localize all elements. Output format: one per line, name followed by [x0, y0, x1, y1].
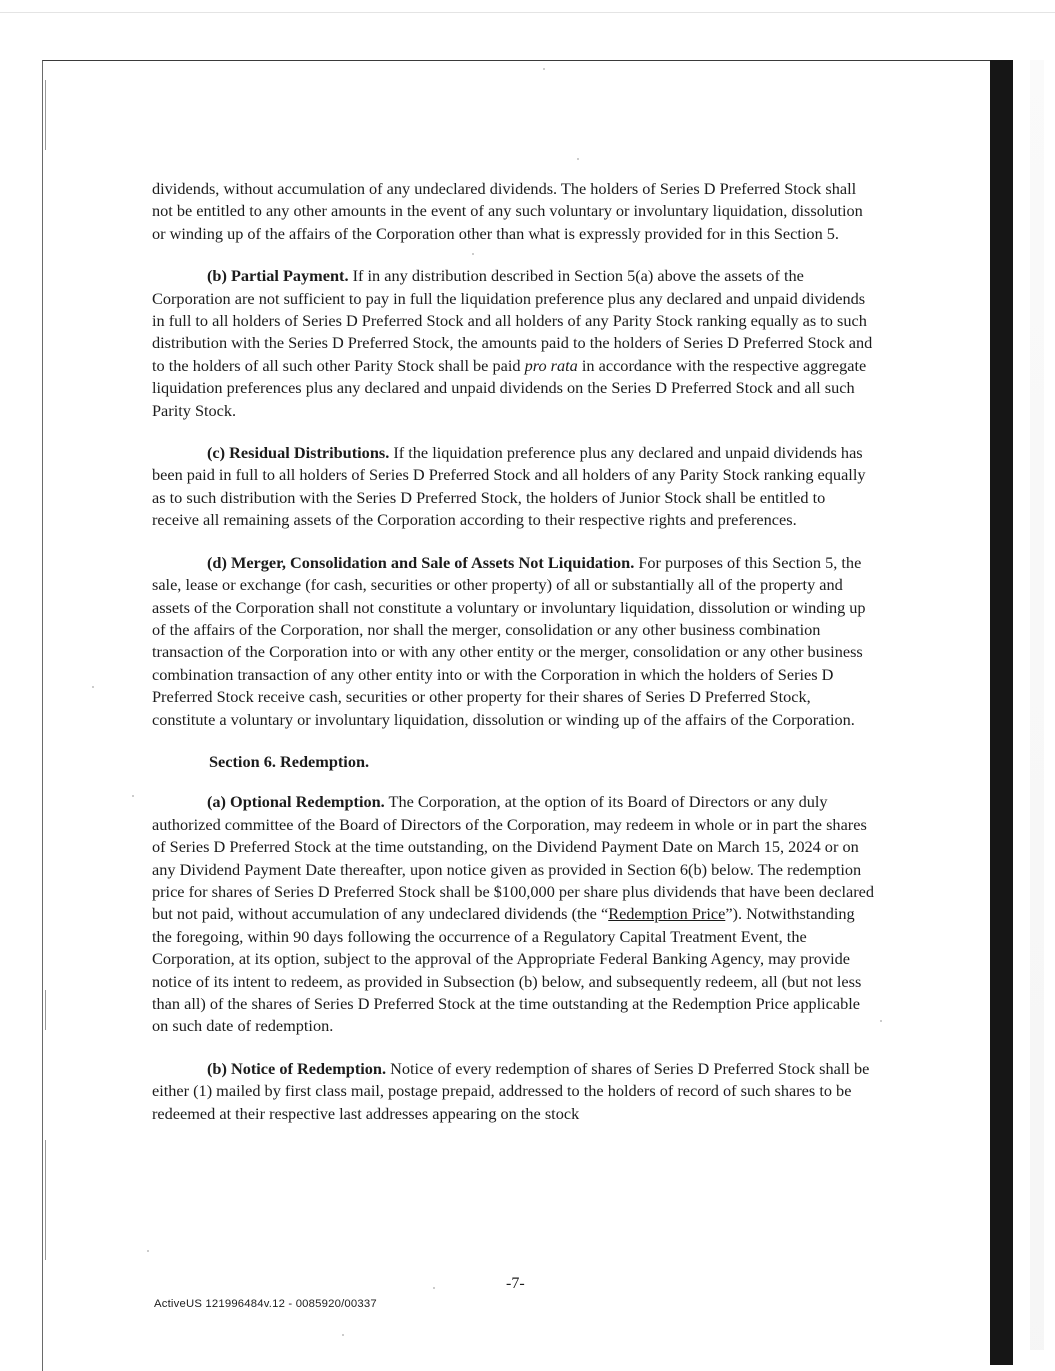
- paragraph-text: ”). Notwithstanding the foregoing, within 90 days following the occurrence of a Regulatory Capital Treatment Event, the Corporation, at its option, subject to the approval of the Appropriate Federal Banking Agency, may provide notice of its intent to redeem, as provided in Subsection (b) below, and subsequently redeem, all (but not less than all) of the shares of Series D Preferred Stock at the time outstanding at the Redemption Price applicable on such date of redemption.: [152, 904, 862, 1036]
- partial-payment-heading: (b) Partial Payment.: [207, 266, 349, 286]
- scan-speck: [433, 1287, 435, 1289]
- document-id: ActiveUS 121996484v.12 - 0085920/00337: [154, 1298, 377, 1310]
- paragraph-liquidation-continued: [152, 178, 874, 245]
- paragraph-text: dividends, without accumulation of any undeclared dividends. The holders of Series D Preferred Stock shall not be entitled to any other amounts in the event of any such voluntary or involuntary liquidation, dissolution or winding up of the affairs of the Corporation other than what is expressly provided for in this Section 5.: [152, 179, 863, 243]
- paragraph-partial-payment: [152, 265, 874, 422]
- scan-speck: [342, 1334, 344, 1336]
- scan-top-line: [0, 12, 1055, 13]
- section-6-heading: Section 6. Redemption.: [209, 751, 370, 771]
- defined-term-redemption-price: Redemption Price: [608, 904, 726, 924]
- paragraph-residual-distributions: [152, 442, 874, 532]
- scan-speck: [132, 795, 134, 797]
- scan-margin-mark: [45, 80, 46, 150]
- paragraph-merger-consolidation: [152, 552, 874, 731]
- residual-distributions-heading: (c) Residual Distributions.: [207, 443, 390, 463]
- scan-speck: [577, 158, 579, 160]
- document-body: [152, 178, 874, 1145]
- merger-consolidation-heading: (d) Merger, Consolidation and Sale of Assets Not Liquidation.: [207, 552, 635, 572]
- paragraph-text: in accordance with the respective aggregate liquidation preferences plus any declared and unpaid dividends on the Series D Preferred Stock and all such Parity Stock.: [152, 355, 867, 420]
- paragraph-text: If the liquidation preference plus any declared and unpaid dividends has been paid in full to all holders of Series D Preferred Stock and all holders of any Parity Stock ranking equally as to such distribution with the Series D Preferred Stock, the holders of Junior Stock shall be entitled to receive all remaining assets of the Corporation according to their respective rights and preferences.: [152, 443, 866, 530]
- paragraph-text: The Corporation, at the option of its Board of Directors or any duly authorized committee of the Board of Directors of the Corporation, may redeem in whole or in part the shares of Series D Preferred Stock at the time outstanding, on the Dividend Payment Date on March 15, 2024 or on any Dividend Payment Date thereafter, upon notice given as provided in Section 6(b) below. The redemption price for shares of Series D Preferred Stock shall be $100,000 per share plus dividends that have been declared but not paid, without accumulation of any undeclared dividends (the “: [152, 792, 875, 924]
- paragraph-text: If in any distribution described in Section 5(a) above the assets of the Corporation are not sufficient to pay in full the liquidation preference plus any declared and unpaid dividends in full to all holders of Series D Preferred Stock and all holders of any Parity Stock ranking equally as to such distribution with the Series D Preferred Stock, the amounts paid to the holders of Series D Preferred Stock and to the holders of all such other Parity Stock shall be paid: [152, 266, 873, 375]
- scan-edge-bar: [990, 60, 1013, 1365]
- scan-speck: [880, 1020, 882, 1022]
- paragraph-text: Notice of every redemption of shares of Series D Preferred Stock shall be either (1) mailed by first class mail, postage prepaid, addressed to the holders of record of such shares to be redeemed at their respective last addresses appearing on the stock: [152, 1058, 870, 1123]
- scan-edge-noise: [1030, 60, 1044, 1350]
- scan-speck: [92, 686, 94, 688]
- notice-of-redemption-heading: (b) Notice of Redemption.: [207, 1058, 387, 1078]
- paragraph-notice-of-redemption: [152, 1058, 874, 1125]
- paragraph-optional-redemption: [152, 791, 874, 1037]
- scan-speck: [147, 1250, 149, 1252]
- italic-term: pro rata: [524, 355, 578, 375]
- scan-speck: [543, 68, 545, 70]
- scan-margin-mark: [45, 1140, 46, 1260]
- paragraph-text: For purposes of this Section 5, the sale, lease or exchange (for cash, securities or other property) of all or substantially all of the property and assets of the Corporation shall not constitute a voluntary or involuntary liquidation, dissolution or winding up of the affairs of the Corporation, nor shall the merger, consolidation or any other business combination transaction of the Corporation into or with any other entity or the merger, consolidation or any other business combination transaction of any other entity into or with the Corporation in which the holders of Series D Preferred Stock receive cash, securities or other property for their shares of Series D Preferred Stock, constitute a voluntary or involuntary liquidation, dissolution or winding up of the affairs of the Corporation.: [152, 552, 866, 729]
- scan-margin-mark: [45, 990, 46, 1030]
- optional-redemption-heading: (a) Optional Redemption.: [207, 792, 385, 812]
- page-number: -7-: [506, 1275, 525, 1292]
